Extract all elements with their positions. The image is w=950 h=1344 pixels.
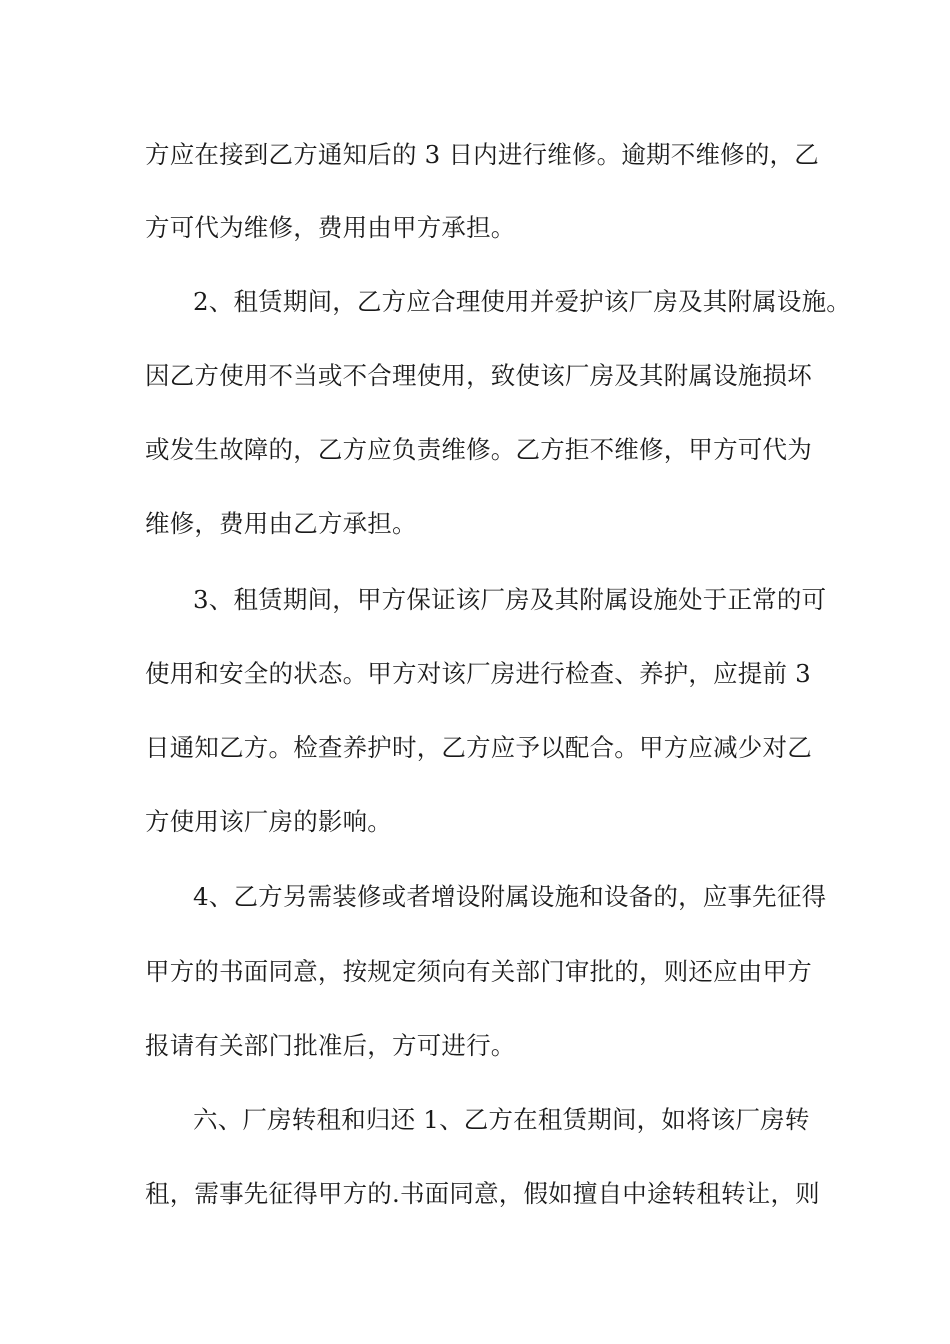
text-line: 方应在接到乙方通知后的 3 日内进行维修。逾期不维修的，乙 xyxy=(145,140,819,169)
text-line: 方使用该厂房的影响。 xyxy=(145,807,392,836)
text-line: 使用和安全的状态。甲方对该厂房进行检查、养护，应提前 3 xyxy=(145,659,811,688)
text-line: 日通知乙方。检查养护时，乙方应予以配合。甲方应减少对乙 xyxy=(145,733,812,762)
section-heading-line: 六、厂房转租和归还 1、乙方在租赁期间，如将该厂房转 xyxy=(193,1105,810,1134)
paragraph-start-line: 3、租赁期间，甲方保证该厂房及其附属设施处于正常的可 xyxy=(193,585,827,614)
text-line: 租，需事先征得甲方的.书面同意，假如擅自中途转租转让，则 xyxy=(145,1179,820,1208)
paragraph-start-line: 4、乙方另需装修或者增设附属设施和设备的，应事先征得 xyxy=(193,882,827,911)
text-line: 甲方的书面同意，按规定须向有关部门审批的，则还应由甲方 xyxy=(145,957,812,986)
text-line: 维修，费用由乙方承担。 xyxy=(145,509,417,538)
text-line: 因乙方使用不当或不合理使用，致使该厂房及其附属设施损坏 xyxy=(145,361,812,390)
text-line: 方可代为维修，费用由甲方承担。 xyxy=(145,213,516,242)
text-line: 报请有关部门批准后，方可进行。 xyxy=(145,1031,516,1060)
paragraph-start-line: 2、租赁期间，乙方应合理使用并爱护该厂房及其附属设施。 xyxy=(193,287,851,316)
text-line: 或发生故障的，乙方应负责维修。乙方拒不维修，甲方可代为 xyxy=(145,435,812,464)
